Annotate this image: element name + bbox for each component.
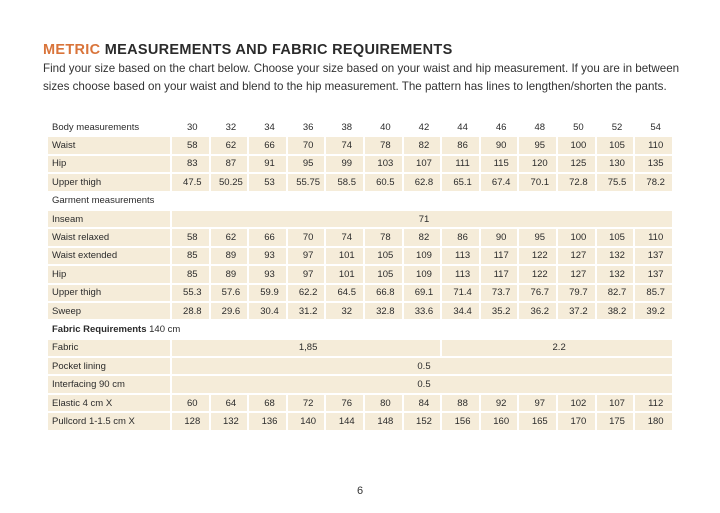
value-cell: 90 (481, 137, 518, 153)
value-cell: 72 (288, 395, 325, 411)
size-header-cell: 52 (611, 121, 623, 133)
value-cell: 38.2 (597, 303, 634, 319)
value-cell: 84 (404, 395, 441, 411)
value-cell: 122 (519, 248, 556, 264)
value-cell: 93 (249, 266, 286, 282)
value-cell: 58.5 (326, 174, 363, 190)
value-cell: 65.1 (442, 174, 479, 190)
size-header-cell: 44 (457, 121, 468, 133)
value-cell: 144 (326, 413, 363, 429)
value-cell: 95 (519, 229, 556, 245)
value-cell: 47.5 (172, 174, 209, 190)
value-cell: 107 (597, 395, 634, 411)
value-cell: 90 (481, 229, 518, 245)
value-cell: 122 (519, 266, 556, 282)
value-cell: 95 (288, 156, 325, 172)
value-cell: 93 (249, 248, 286, 264)
value-cell: 127 (558, 266, 595, 282)
value-cell: 32 (326, 303, 363, 319)
value-cell: 97 (519, 395, 556, 411)
value-cell: 58 (172, 229, 209, 245)
span-value-cell: 0.5 (172, 376, 672, 392)
value-cell: 110 (635, 137, 672, 153)
row-label: Elastic 4 cm X (48, 395, 170, 411)
size-header-cell: 40 (380, 121, 391, 133)
value-cell: 97 (288, 266, 325, 282)
value-cell: 62.8 (404, 174, 441, 190)
value-cell: 66.8 (365, 285, 402, 301)
size-header-cell: 36 (302, 121, 314, 133)
value-cell: 100 (558, 137, 595, 153)
value-cell: 57.6 (211, 285, 248, 301)
interfacing-row (48, 376, 672, 392)
value-cell: 39.2 (635, 303, 672, 319)
value-cell: 35.2 (481, 303, 518, 319)
size-header-cell: 32 (225, 121, 237, 133)
value-cell: 109 (404, 266, 441, 282)
title-accent: METRIC (43, 42, 101, 58)
row-label: Hip (48, 156, 170, 172)
value-cell: 160 (481, 413, 518, 429)
value-cell: 58 (172, 137, 209, 153)
value-cell: 135 (635, 156, 672, 172)
value-cell: 31.2 (288, 303, 325, 319)
value-cell: 74 (326, 229, 363, 245)
value-cell: 62 (211, 137, 248, 153)
value-cell: 117 (481, 248, 518, 264)
value-cell: 85 (172, 248, 209, 264)
value-cell: 60.5 (365, 174, 402, 190)
value-cell: 127 (558, 248, 595, 264)
value-cell: 120 (519, 156, 556, 172)
body-measurement-row (48, 174, 672, 190)
garment-measurement-row (48, 248, 672, 264)
value-cell: 62.2 (288, 285, 325, 301)
value-cell: 82 (404, 229, 441, 245)
notion-row (48, 413, 672, 429)
value-cell: 97 (288, 248, 325, 264)
value-cell: 64.5 (326, 285, 363, 301)
value-cell: 152 (404, 413, 441, 429)
value-cell: 85 (172, 266, 209, 282)
body-measurement-row (48, 137, 672, 153)
intro-paragraph: Find your size based on the chart below. Choose your size based on your waist and hip measurement. If you are in between sizes choose based on your waist and blend to the hip measurement. The pattern has lines to lengthen/shorten the pants. (43, 62, 680, 93)
value-cell: 89 (211, 266, 248, 282)
value-cell: 115 (481, 156, 518, 172)
page-number: 6 (356, 485, 364, 497)
value-cell: 83 (172, 156, 209, 172)
value-cell: 70 (288, 137, 325, 153)
value-cell: 140 (288, 413, 325, 429)
garment-measurement-row (48, 229, 672, 245)
value-cell: 95 (519, 137, 556, 153)
value-cell: 100 (558, 229, 595, 245)
value-cell: 73.7 (481, 285, 518, 301)
value-cell: 109 (404, 248, 441, 264)
garment-measurement-row (48, 303, 672, 319)
value-cell: 71.4 (442, 285, 479, 301)
span-value-cell: 0.5 (172, 358, 672, 374)
row-label: Waist extended (48, 248, 170, 264)
size-header-cell: 48 (534, 121, 546, 133)
body-measurement-row (48, 156, 672, 172)
value-cell: 28.8 (172, 303, 209, 319)
value-cell: 78 (365, 137, 402, 153)
value-cell: 105 (365, 248, 402, 264)
value-cell: 68 (249, 395, 286, 411)
value-cell: 66 (249, 229, 286, 245)
value-cell: 88 (442, 395, 479, 411)
value-cell: 92 (481, 395, 518, 411)
value-cell: 79.7 (558, 285, 595, 301)
value-cell: 86 (442, 229, 479, 245)
value-cell: 76.7 (519, 285, 556, 301)
size-header-cell: 46 (495, 121, 507, 133)
fabric-requirements-header-row (48, 321, 672, 337)
value-cell: 102 (558, 395, 595, 411)
value-cell: 75.5 (597, 174, 634, 190)
value-cell: 66 (249, 137, 286, 153)
pocket-lining-row (48, 358, 672, 374)
fabric-header-bold: Fabric Requirements (52, 323, 147, 335)
body-measurements-header: Body measurements (52, 121, 140, 133)
row-label: Hip (48, 266, 170, 282)
row-label: Pocket lining (48, 358, 170, 374)
value-cell: 117 (481, 266, 518, 282)
value-cell: 156 (442, 413, 479, 429)
garment-measurements-header: Garment measurements (52, 195, 155, 207)
page-title (43, 42, 453, 58)
value-cell: 60 (172, 395, 209, 411)
row-label: Inseam (48, 211, 170, 227)
value-cell: 70 (288, 229, 325, 245)
garment-measurement-row (48, 266, 672, 282)
value-cell: 132 (597, 248, 634, 264)
value-cell: 80 (365, 395, 402, 411)
value-cell: 37.2 (558, 303, 595, 319)
fabric-value-large-sizes: 2.2 (442, 340, 672, 356)
value-cell: 101 (326, 248, 363, 264)
value-cell: 87 (211, 156, 248, 172)
inseam-row (48, 211, 672, 227)
value-cell: 110 (635, 229, 672, 245)
value-cell: 30.4 (249, 303, 286, 319)
value-cell: 128 (172, 413, 209, 429)
value-cell: 91 (249, 156, 286, 172)
fabric-header-width: 140 cm (146, 323, 181, 335)
value-cell: 55.3 (172, 285, 209, 301)
value-cell: 130 (597, 156, 634, 172)
value-cell: 36.2 (519, 303, 556, 319)
value-cell: 85.7 (635, 285, 672, 301)
value-cell: 113 (442, 266, 479, 282)
span-value-cell: 71 (172, 211, 672, 227)
value-cell: 112 (635, 395, 672, 411)
value-cell: 59.9 (249, 285, 286, 301)
value-cell: 180 (635, 413, 672, 429)
fabric-requirements-header (48, 321, 672, 337)
value-cell: 137 (635, 266, 672, 282)
value-cell: 64 (211, 395, 248, 411)
size-header-cell: 42 (418, 121, 430, 133)
value-cell: 53 (249, 174, 286, 190)
value-cell: 74 (326, 137, 363, 153)
value-cell: 132 (211, 413, 248, 429)
value-cell: 165 (519, 413, 556, 429)
value-cell: 125 (558, 156, 595, 172)
value-cell: 29.6 (211, 303, 248, 319)
value-cell: 148 (365, 413, 402, 429)
value-cell: 78 (365, 229, 402, 245)
value-cell: 175 (597, 413, 634, 429)
row-label: Sweep (48, 303, 170, 319)
value-cell: 76 (326, 395, 363, 411)
garment-measurements-header-row (48, 193, 672, 209)
row-label: Pullcord 1-1.5 cm X (48, 413, 170, 429)
row-label: Waist (48, 137, 170, 153)
row-label: Interfacing 90 cm (48, 376, 170, 392)
value-cell: 170 (558, 413, 595, 429)
value-cell: 50.25 (211, 174, 248, 190)
value-cell: 32.8 (365, 303, 402, 319)
value-cell: 105 (365, 266, 402, 282)
value-cell: 137 (635, 248, 672, 264)
value-cell: 82 (404, 137, 441, 153)
body-measurements-header-row (48, 119, 672, 135)
fabric-row (48, 340, 672, 356)
value-cell: 132 (597, 266, 634, 282)
row-label: Fabric (48, 340, 170, 356)
value-cell: 69.1 (404, 285, 441, 301)
title-rest: MEASUREMENTS AND FABRIC REQUIREMENTS (104, 42, 453, 58)
size-chart-table (46, 117, 674, 432)
value-cell: 113 (442, 248, 479, 264)
value-cell: 105 (597, 137, 634, 153)
notion-row (48, 395, 672, 411)
row-label: Upper thigh (48, 174, 170, 190)
value-cell: 107 (404, 156, 441, 172)
fabric-value-small-sizes: 1,85 (172, 340, 440, 356)
value-cell: 70.1 (519, 174, 556, 190)
value-cell: 82.7 (597, 285, 634, 301)
value-cell: 62 (211, 229, 248, 245)
value-cell: 78.2 (635, 174, 672, 190)
value-cell: 103 (365, 156, 402, 172)
value-cell: 72.8 (558, 174, 595, 190)
size-header-cell: 34 (264, 121, 275, 133)
value-cell: 99 (326, 156, 363, 172)
value-cell: 89 (211, 248, 248, 264)
row-label: Waist relaxed (48, 229, 170, 245)
size-header-cell: 54 (650, 121, 661, 133)
value-cell: 101 (326, 266, 363, 282)
row-label: Upper thigh (48, 285, 170, 301)
value-cell: 55.75 (288, 174, 325, 190)
value-cell: 111 (442, 156, 479, 172)
value-cell: 136 (249, 413, 286, 429)
value-cell: 34.4 (442, 303, 479, 319)
garment-measurement-row (48, 285, 672, 301)
value-cell: 105 (597, 229, 634, 245)
value-cell: 33.6 (404, 303, 441, 319)
size-header-cell: 50 (573, 121, 584, 133)
size-header-cell: 30 (187, 121, 198, 133)
value-cell: 86 (442, 137, 479, 153)
value-cell: 67.4 (481, 174, 518, 190)
size-header-cell: 38 (341, 121, 353, 133)
